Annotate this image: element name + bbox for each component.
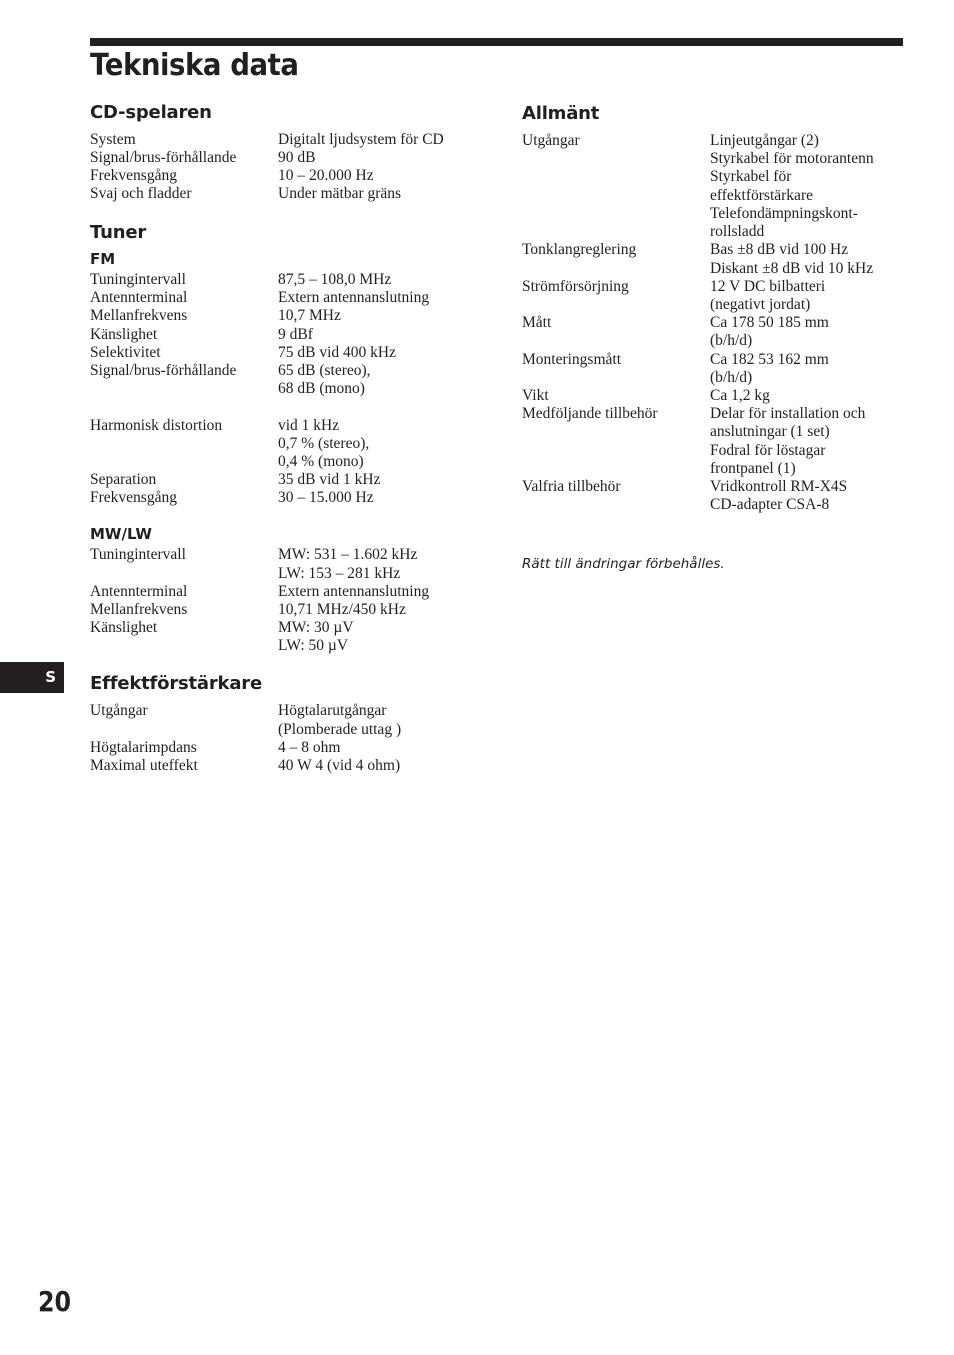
spec-value: Digitalt ljudsystem för CD	[278, 131, 444, 148]
spec-value: Extern antennanslutning	[278, 583, 430, 600]
spec-label: Mellanfrekvens	[90, 601, 188, 618]
spec-label: Signal/brus-förhållande	[90, 149, 237, 166]
spec-value: anslutningar (1 set)	[710, 423, 830, 440]
spec-value: CD-adapter CSA-8	[710, 496, 830, 513]
spec-value: Styrkabel för	[710, 168, 792, 185]
spec-value: Fodral för löstagar	[710, 442, 826, 459]
spec-value: 75 dB vid 400 kHz	[278, 344, 396, 361]
spec-value: 10,7 MHz	[278, 307, 341, 324]
spec-label: Utgångar	[90, 702, 148, 719]
cd-heading: CD-spelaren	[90, 102, 212, 123]
spec-value: (negativt jordat)	[710, 296, 811, 313]
footnote: Rätt till ändringar förbehålles.	[522, 556, 725, 572]
language-tab: S	[0, 662, 64, 693]
spec-label: System	[90, 131, 136, 148]
spec-value: Delar för installation och	[710, 405, 866, 422]
spec-value: Styrkabel för motorantenn	[710, 150, 874, 167]
spec-label: Svaj och fladder	[90, 185, 192, 202]
general-heading: Allmänt	[522, 103, 600, 124]
title-rule	[90, 38, 903, 46]
amp-heading: Effektförstärkare	[90, 673, 262, 694]
spec-label: Mått	[522, 314, 552, 331]
spec-label: Strömförsörjning	[522, 278, 629, 295]
spec-value: effektförstärkare	[710, 187, 813, 204]
fm-heading: FM	[90, 250, 116, 268]
spec-value: LW: 50 µV	[278, 637, 349, 654]
spec-value: LW: 153 – 281 kHz	[278, 565, 401, 582]
spec-label: Maximal uteffekt	[90, 757, 198, 774]
spec-label: Tonklangreglering	[522, 241, 637, 258]
spec-label: Frekvensgång	[90, 489, 177, 506]
spec-label: Valfria tillbehör	[522, 478, 621, 495]
spec-label: Vikt	[522, 387, 549, 404]
spec-value: Diskant ±8 dB vid 10 kHz	[710, 260, 874, 277]
spec-value: vid 1 kHz	[278, 417, 340, 434]
spec-value: 10 – 20.000 Hz	[278, 167, 374, 184]
spec-label: Mellanfrekvens	[90, 307, 188, 324]
spec-value: Vridkontroll RM-X4S	[710, 478, 848, 495]
page-number: 20	[38, 1285, 72, 1318]
spec-value: 12 V DC bilbatteri	[710, 278, 826, 295]
spec-label: Högtalarimpdans	[90, 739, 197, 756]
spec-label: Tuningintervall	[90, 271, 186, 288]
spec-value: 0,4 % (mono)	[278, 453, 364, 470]
spec-label: Selektivitet	[90, 344, 161, 361]
spec-label: Känslighet	[90, 619, 158, 636]
mwlw-heading: MW/LW	[90, 525, 152, 543]
spec-value: (b/h/d)	[710, 332, 753, 349]
spec-value: 87,5 – 108,0 MHz	[278, 271, 392, 288]
spec-value: 35 dB vid 1 kHz	[278, 471, 381, 488]
spec-value: Telefondämpningskont-	[710, 205, 858, 222]
spec-label: Utgångar	[522, 132, 580, 149]
spec-label: Antennterminal	[90, 583, 188, 600]
tuner-heading: Tuner	[90, 222, 147, 243]
spec-label: Antennterminal	[90, 289, 188, 306]
spec-value: 10,71 MHz/450 kHz	[278, 601, 406, 618]
spec-value: Extern antennanslutning	[278, 289, 430, 306]
spec-label: Medföljande tillbehör	[522, 405, 658, 422]
spec-label: Monteringsmått	[522, 351, 622, 368]
spec-value: MW: 531 – 1.602 kHz	[278, 546, 418, 563]
spec-value: Bas ±8 dB vid 100 Hz	[710, 241, 849, 258]
spec-value: Ca 1,2 kg	[710, 387, 770, 404]
spec-value: Ca 182 53 162 mm	[710, 351, 829, 368]
spec-value: 0,7 % (stereo),	[278, 435, 370, 452]
spec-value: 4 – 8 ohm	[278, 739, 341, 756]
spec-label: Känslighet	[90, 326, 158, 343]
spec-value: (b/h/d)	[710, 369, 753, 386]
spec-value: 30 – 15.000 Hz	[278, 489, 374, 506]
spec-value: (Plomberade uttag )	[278, 721, 402, 738]
spec-value: Högtalarutgångar	[278, 702, 387, 719]
spec-value: rollsladd	[710, 223, 765, 240]
spec-value: Under mätbar gräns	[278, 185, 402, 202]
spec-label: Frekvensgång	[90, 167, 177, 184]
spec-value: 9 dBf	[278, 326, 313, 343]
spec-value: 68 dB (mono)	[278, 380, 365, 397]
spec-label: Harmonisk distortion	[90, 417, 223, 434]
spec-value: Ca 178 50 185 mm	[710, 314, 829, 331]
spec-label: Tuningintervall	[90, 546, 186, 563]
page-title: Tekniska data	[90, 48, 299, 83]
spec-value: Linjeutgångar (2)	[710, 132, 819, 149]
spec-value: frontpanel (1)	[710, 460, 796, 477]
spec-value: MW: 30 µV	[278, 619, 354, 636]
spec-value: 40 W 4 (vid 4 ohm)	[278, 757, 401, 774]
spec-value: 65 dB (stereo),	[278, 362, 371, 379]
spec-label: Signal/brus-förhållande	[90, 362, 237, 379]
spec-label: Separation	[90, 471, 157, 488]
spec-value: 90 dB	[278, 149, 316, 166]
